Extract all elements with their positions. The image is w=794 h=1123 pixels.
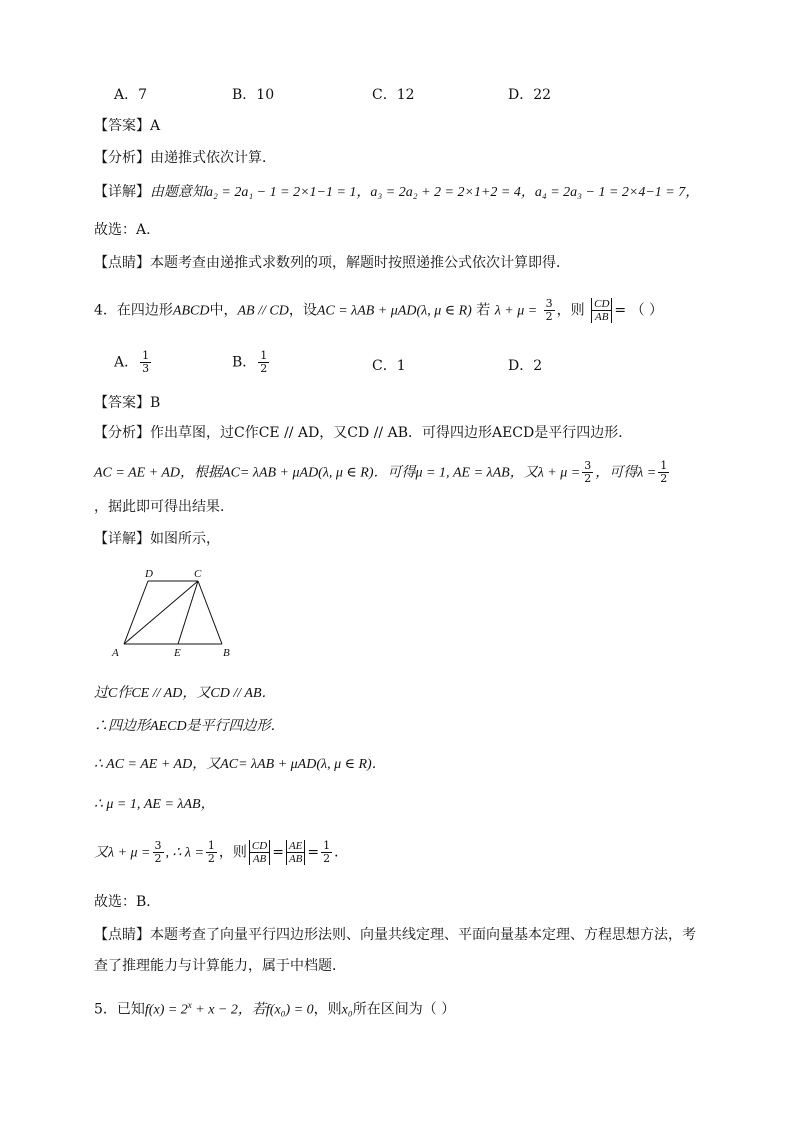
comment-text: 本题考查由递推式求数列的项，解题时按照递推公式依次计算即得． bbox=[150, 255, 570, 271]
q3-analysis-line bbox=[94, 148, 276, 168]
detail-text: 由题意知a₂ = 2a₁ − 1 = 2×1−1 = 1，a₃ = 2a₂ + 2 = 2×1+2 = 4，a₄ = 2a₃ − 1 = 2×4−1 = 7， bbox=[150, 185, 700, 200]
q4-stem-if: 若 bbox=[476, 302, 491, 319]
q4-stem-tail: = （ ） bbox=[614, 302, 664, 319]
segment-ad bbox=[124, 581, 148, 644]
q4-comment-line-1 bbox=[94, 925, 696, 945]
q4-stem bbox=[94, 298, 663, 323]
label-e: E bbox=[174, 647, 181, 659]
q4-stem-abcd: ABCD bbox=[172, 303, 210, 319]
analysis-text: 作出草图，过C作CE // AD，又CD // AB．可得四边形AECD是平行四边形． bbox=[150, 425, 633, 441]
label-b: B bbox=[223, 647, 230, 659]
q3-option-c: C．12 bbox=[372, 87, 415, 103]
q4-stem-then: ，则 bbox=[556, 302, 585, 319]
answer-tag: 【答案】 bbox=[94, 118, 150, 134]
q4-option-b: B． $\frac{1}{2}$ bbox=[232, 349, 268, 375]
q4-stem-set: ，设 bbox=[288, 302, 317, 319]
q4-stem-parallel: AB // CD bbox=[237, 303, 289, 319]
q4-stem-vector-eq: AC = λAB + μAD(λ, μ ∈ R) bbox=[316, 303, 472, 319]
segment-ac bbox=[124, 581, 198, 644]
q4-choose-line: 故选：B． bbox=[94, 894, 161, 910]
segment-ce bbox=[178, 581, 198, 644]
q4-option-c: C．1 bbox=[372, 358, 406, 374]
q3-detail-line bbox=[94, 182, 699, 203]
q4-analysis-line-2: AC = AE + AD，根据AC= λAB + μAD(λ, μ ∈ R)．可得μ = 1, AE = λAB，又λ + μ = $\frac{3}{2}$ ，可得λ = $\frac{1}{2}$ bbox=[94, 459, 668, 485]
q4-step-5: 又λ + μ = $\frac{3}{2}$ , ∴ λ = $\frac{1}{2}$ ，则 $\frac{CD}{AB}$ = $\frac{AE}{AB}$ = $\frac{1}{2}$ ． bbox=[94, 839, 349, 865]
comment-tag: 【点睛】 bbox=[94, 255, 150, 271]
analysis-tag: 【分析】 bbox=[94, 425, 150, 441]
label-a: A bbox=[112, 647, 119, 659]
q4-option-a: A． $\frac{1}{3}$ bbox=[114, 349, 150, 375]
q5-stem: 5．已知$f(x) = 2^x + x - 2$，若f(x₀) = 0，则x₀所在区间为（ ） bbox=[94, 1000, 456, 1018]
q4-step-2: ∴四边形AECD是平行四边形． bbox=[94, 719, 285, 734]
q4-step-3: ∴ AC = AE + AD，又AC= λAB + μAD(λ, μ ∈ R)． bbox=[94, 757, 386, 772]
detail-text: 如图所示， bbox=[150, 531, 220, 547]
q4-ratio: $\frac{CD}{AB}$ bbox=[591, 298, 612, 323]
q3-choose-line: 故选：A. bbox=[94, 222, 151, 238]
q3-option-a: A．7 bbox=[114, 87, 148, 103]
q4-stem-cond: λ + μ = bbox=[494, 303, 538, 319]
q4-analysis-line-1 bbox=[94, 423, 632, 443]
q3-option-b: B．10 bbox=[232, 87, 275, 103]
answer-tag: 【答案】 bbox=[94, 395, 150, 411]
detail-tag: 【详解】 bbox=[94, 184, 150, 200]
answer-value: A bbox=[150, 118, 161, 134]
label-c: C bbox=[194, 568, 202, 580]
q4-analysis-line-3: ，据此即可得出结果． bbox=[94, 499, 234, 515]
comment-text: 本题考查了向量平行四边形法则、向量共线定理、平面向量基本定理、方程思想方法，考 bbox=[150, 927, 696, 943]
q4-step-1: 过C作CE // AD，又CD // AB． bbox=[94, 686, 276, 701]
analysis-tag: 【分析】 bbox=[94, 150, 150, 166]
label-d: D bbox=[145, 568, 153, 580]
q4-answer-line bbox=[94, 393, 160, 413]
analysis-text: 由递推式依次计算． bbox=[150, 150, 276, 166]
q3-option-d: D．22 bbox=[508, 87, 552, 103]
q4-step-4: ∴ μ = 1, AE = λAB， bbox=[94, 797, 215, 812]
comment-tag: 【点睛】 bbox=[94, 927, 150, 943]
q4-option-d: D．2 bbox=[508, 358, 543, 374]
answer-value: B bbox=[150, 395, 161, 411]
q3-comment-line bbox=[94, 253, 570, 273]
trapezoid-figure bbox=[100, 566, 250, 661]
segment-cb bbox=[198, 581, 222, 644]
q4-comment-line-2: 查了推理能力与计算能力，属于中档题． bbox=[94, 958, 346, 974]
q4-detail-line bbox=[94, 529, 220, 549]
q4-stem-prefix: 4．在四边形 bbox=[94, 302, 173, 319]
q4-stem-mid: 中， bbox=[209, 302, 238, 319]
q4-frac-3-2: $\frac{3}{2}$ bbox=[545, 297, 553, 323]
detail-tag: 【详解】 bbox=[94, 531, 150, 547]
q3-answer-line bbox=[94, 116, 160, 136]
